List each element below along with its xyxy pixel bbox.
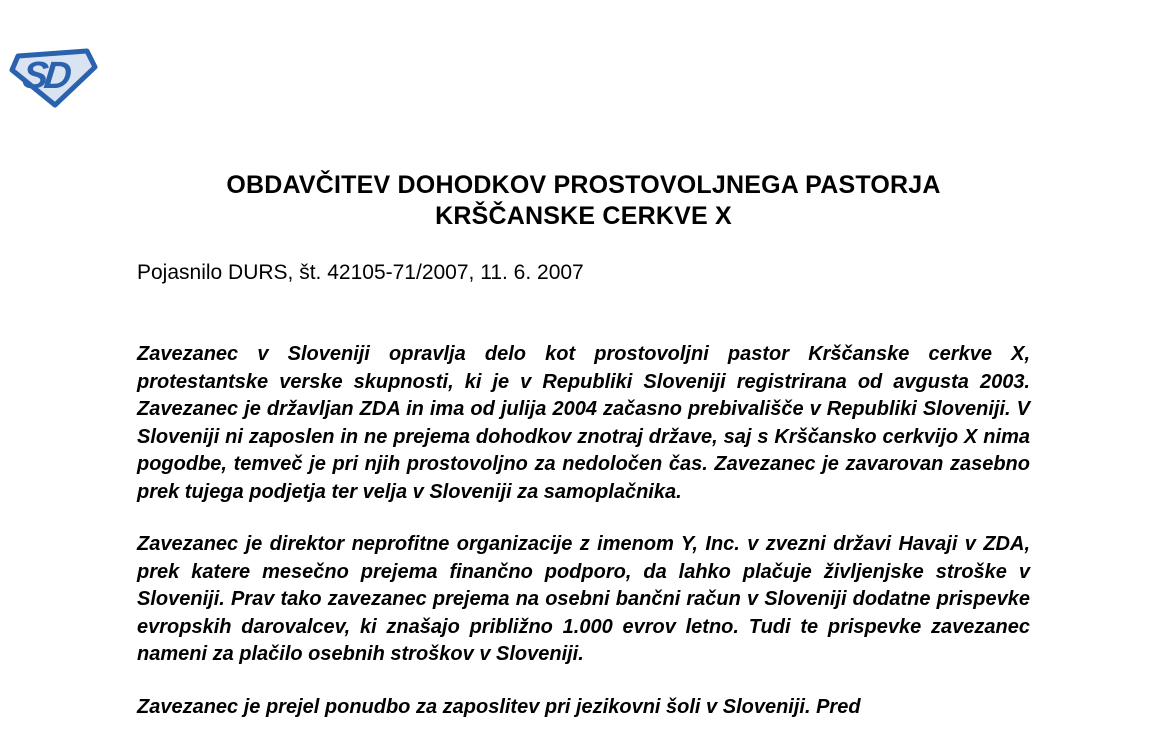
logo-letters: SD [20,55,70,97]
reference-line: Pojasnilo DURS, št. 42105-71/2007, 11. 6. 2007 [137,261,584,284]
document-content [137,0,1030,743]
case-paragraph-2: Zavezanec je direktor neprofitne organizacije z imenom Y, Inc. v zvezni državi Havaji v ZDA, prek katere mesečno prejema finančno podporo, da lahko plačuje življenjske stroške v Sloveniji. Prav tako zavezanec prejema na osebni bančni račun v Sloveniji dodatne prispevke evropskih darovalcev, ki znašajo približno 1.000 evrov letno. Tudi te prispevke zavezanec nameni za plačilo osebnih stroškov v Sloveniji. [137,533,1030,665]
case-paragraph-3: Zavezanec je prejel ponudbo za zaposlitev pri jezikovni šoli v Sloveniji. Pred [137,695,861,718]
sd-shield-icon [9,46,99,110]
case-paragraph-1: Zavezanec v Sloveniji opravlja delo kot prostovoljni pastor Krščanske cerkve X, protestantske verske skupnosti, ki je v Republiki Sloveniji registrirana od avgusta 2003. Zavezanec je državljan ZDA in ima od julija 2004 začasno prebivališče v Republiki Sloveniji. V Sloveniji ni zaposlen in ne prejema dohodkov znotraj države, saj s Krščansko cerkvijo X nima pogodbe, temveč je pri njih prostovoljno za nedoločen čas. Zavezanec je zavarovan zasebno prek tujega podjetja ter velja v Sloveniji za samoplačnika. [137,343,1030,503]
case-description [137,341,1030,721]
sd-shield-logo [9,46,99,110]
title-line-2: KRŠČANSKE CERKVE X [435,202,732,230]
title-line-1: OBDAVČITEV DOHODKOV PROSTOVOLJNEGA PASTORJA [226,171,941,199]
page-title [137,170,1030,232]
